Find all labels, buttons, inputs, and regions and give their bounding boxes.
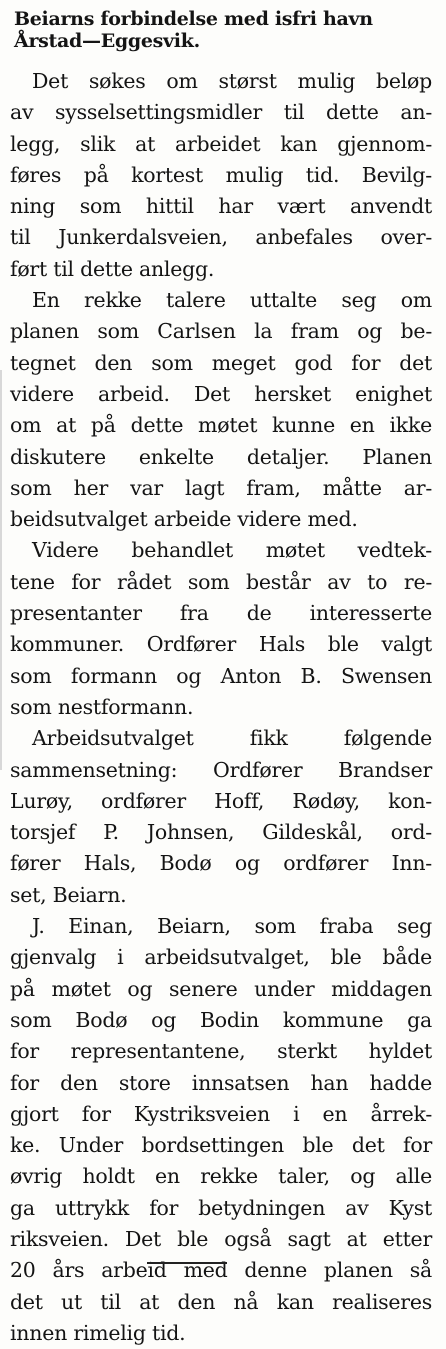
- text-line: føres på kortest mulig tid. Bevilg-: [10, 162, 432, 187]
- text-line: Arbeidsutvalget fikk følgende: [32, 726, 432, 751]
- text-line: som formann og Anton B. Swensen: [10, 663, 432, 688]
- text-line: øvrig holdt en rekke taler, og alle: [10, 1164, 432, 1189]
- text-line: Videre behandlet møtet vedtek-: [32, 538, 432, 563]
- text-line: planen som Carlsen la fram og be-: [10, 319, 432, 344]
- article-paragraph: [10, 911, 432, 1349]
- text-line: En rekke talere uttalte seg om: [32, 288, 432, 313]
- text-line: beidsutvalget arbeide videre med.: [10, 507, 358, 532]
- text-line: presentanter fra de interesserte: [10, 601, 432, 626]
- text-line: 20 års arbeid med denne planen så: [10, 1258, 432, 1283]
- text-line: fører Hals, Bodø og ordfører Inn-: [10, 851, 432, 876]
- article-paragraph: [10, 285, 432, 535]
- text-line: ning som hittil har vært anvendt: [10, 194, 432, 219]
- article-headline: [14, 8, 432, 52]
- text-line: tegnet den som meget god for det: [10, 350, 432, 375]
- text-line: diskutere enkelte detaljer. Planen: [10, 444, 432, 469]
- text-line: sammensetning: Ordfører Brandser: [10, 757, 432, 782]
- text-line: ke. Under bordsettingen ble det for: [10, 1133, 432, 1158]
- text-line: for representantene, sterkt hyldet: [10, 1039, 432, 1064]
- text-line: til Junkerdalsveien, anbefales over-: [10, 225, 432, 250]
- text-line: som Bodø og Bodin kommune ga: [10, 1007, 432, 1032]
- article-paragraph: [10, 723, 432, 911]
- text-line: som her var lagt fram, måtte ar-: [10, 475, 432, 500]
- article-body: [10, 66, 432, 1349]
- text-line: torsjef P. Johnsen, Gildeskål, ord-: [10, 820, 432, 845]
- text-line: innen rimelig tid.: [10, 1320, 186, 1345]
- text-line: riksveien. Det ble også sagt at etter: [10, 1226, 432, 1251]
- text-line: ga uttrykk for betydningen av Kyst: [10, 1195, 432, 1220]
- text-line: J. Einan, Beiarn, som fraba seg: [32, 914, 432, 939]
- text-line: ført til dette anlegg.: [10, 256, 215, 281]
- article-paragraph: [10, 66, 432, 285]
- text-line: det ut til at den nå kan realiseres: [10, 1289, 432, 1314]
- text-line: gjenvalg i arbeidsutvalget, ble både: [10, 945, 432, 970]
- text-line: av sysselsettingsmidler til dette an-: [10, 100, 432, 125]
- scan-edge-line: [0, 370, 2, 770]
- text-line: videre arbeid. Det hersket enighet: [10, 381, 432, 406]
- text-line: på møtet og senere under middagen: [10, 976, 432, 1001]
- text-line: for den store innsatsen han hadde: [10, 1070, 432, 1095]
- text-line: legg, slik at arbeidet kan gjennom-: [10, 131, 432, 156]
- text-line: Det søkes om størst mulig beløp: [32, 69, 432, 93]
- text-line: Lurøy, ordfører Hoff, Rødøy, kon-: [10, 788, 432, 813]
- text-line: gjort for Kystriksveien i en årrek-: [10, 1101, 432, 1126]
- text-line: om at på dette møtet kunne en ikke: [10, 413, 432, 438]
- text-line: tene for rådet som består av to re-: [10, 569, 432, 594]
- text-line: som nestformann.: [10, 694, 194, 719]
- article-column: [10, 8, 432, 1349]
- article-paragraph: [10, 535, 432, 723]
- headline-line-1: Beiarns forbindelse med isfri havn: [14, 8, 373, 30]
- end-rule: [147, 1262, 227, 1264]
- text-line: set, Beiarn.: [10, 882, 127, 907]
- text-line: kommuner. Ordfører Hals ble valgt: [10, 632, 432, 657]
- headline-line-2: Årstad—Eggesvik.: [14, 30, 200, 52]
